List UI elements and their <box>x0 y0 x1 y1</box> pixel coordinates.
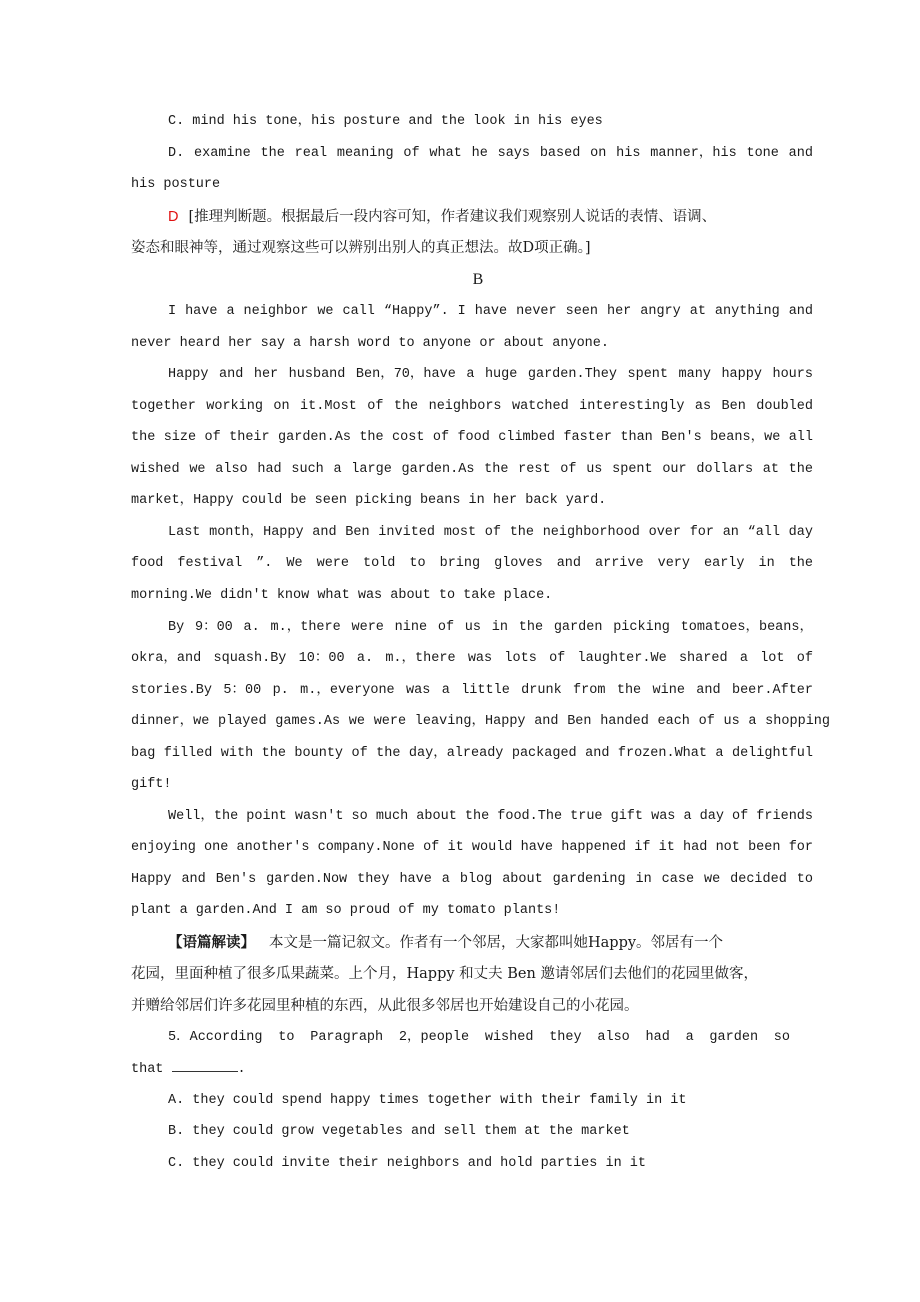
passage-line <box>131 458 813 482</box>
passage-line-text: I have a neighbor we call “Happy”. I have never seen her angry at anything and <box>168 304 813 319</box>
option-c: C. mind his tone，his posture and the look in his eyes <box>168 114 603 129</box>
option-d <box>168 142 813 166</box>
question-5-stem-continued <box>131 1057 813 1081</box>
passage-line <box>131 742 813 766</box>
passage-line <box>131 710 830 734</box>
passage-line <box>131 899 813 923</box>
passage-line <box>131 868 813 892</box>
passage-line <box>131 426 813 450</box>
explanation-text: [推理判断题。根据最后一段内容可知，作者建议我们观察别人说话的表情、语调、 <box>188 209 717 225</box>
analysis-line-3: 并赠给邻居们许多花园里种植的东西，从此很多邻居也开始建设自己的小花园。 <box>131 998 639 1014</box>
passage-line-text: Happy and her husband Ben，70，have a huge garden.They spent many happy hours <box>168 367 813 383</box>
passage-line-text: stories.By 5：00 p. m.，everyone was a little drunk from the wine and beer.After <box>131 682 813 698</box>
passage-line <box>168 616 813 640</box>
passage-line <box>131 647 813 671</box>
passage-line-text: the size of their garden.As the cost of food climbed faster than Ben's beans，we all <box>131 430 813 446</box>
passage-line-text: plant a garden.And I am so proud of my tomato plants! <box>131 903 561 919</box>
analysis-line <box>168 931 818 955</box>
stem-end: . <box>237 1062 246 1077</box>
option-c: C. they could invite their neighbors and hold parties in it <box>168 1156 646 1171</box>
passage-line <box>131 332 813 356</box>
option-b: B. they could grow vegetables and sell them at the market <box>168 1124 630 1139</box>
passage-line-text: Well，the point wasn't so much about the food.The true gift was a day of friends <box>168 808 813 824</box>
answer-blank <box>172 1057 238 1072</box>
passage-line-text: By 9：00 a. m.，there were nine of us in the garden picking tomatoes，beans， <box>168 619 813 635</box>
passage-line <box>131 773 813 797</box>
passage-line-text: gift! <box>131 777 172 793</box>
passage-line-text: Happy and Ben's garden.Now they have a blog about gardening in case we decided to <box>131 871 813 887</box>
analysis-line-2: 花园，里面种植了很多瓜果蔬菜。上个月，Happy 和丈夫 Ben 邀请邻居们去他们的花园里做客， <box>131 966 758 982</box>
passage-line-text: dinner，we played games.As we were leaving，Happy and Ben handed each of us a shopping <box>131 714 830 730</box>
passage-line <box>131 679 813 703</box>
stem-text: that <box>131 1062 164 1077</box>
answer-letter: D <box>168 209 179 225</box>
passage-line-text: wished we also had such a large garden.As the rest of us spent our dollars at the <box>131 461 813 477</box>
passage-line-text: never heard her say a harsh word to anyone or about anyone. <box>131 335 609 351</box>
analysis-text: 本文是一篇记叙文。作者有一个邻居，大家都叫她Happy。邻居有一个 <box>269 935 724 951</box>
analysis-tag: 【语篇解读】 <box>168 934 255 951</box>
answer-explanation-continued: 姿态和眼神等，通过观察这些可以辨别出别人的真正想法。故D项正确。] <box>131 240 591 256</box>
passage-line <box>168 363 813 387</box>
answer-explanation <box>168 205 818 229</box>
passage-line-text: morning.We didn't know what was about to take place. <box>131 587 553 603</box>
passage-line-text: market，Happy could be seen picking beans in her back yard. <box>131 493 607 509</box>
question-5-stem <box>168 1026 790 1050</box>
passage-line-text: enjoying one another's company.None of it would have happened if it had not been for <box>131 840 813 856</box>
passage-line <box>168 300 813 324</box>
passage-line <box>168 805 813 829</box>
passage-line-text: Last month，Happy and Ben invited most of the neighborhood over for an “all day <box>168 524 813 540</box>
passage-line <box>131 552 813 576</box>
passage-line <box>131 836 813 860</box>
section-title: B <box>472 271 484 288</box>
option-d-continued: his posture <box>131 177 221 192</box>
passage-line <box>131 395 813 419</box>
option-d-text: D. examine the real meaning of what he says based on his manner，his tone and <box>168 146 813 161</box>
passage-line-text: okra，and squash.By 10：00 a. m.，there was lots of laughter.We shared a lot of <box>131 651 813 667</box>
option-a: A. they could spend happy times together with their family in it <box>168 1093 687 1108</box>
passage-line <box>131 584 813 608</box>
passage-line-text: together working on it.Most of the neighbors watched interestingly as Ben doubled <box>131 398 813 414</box>
passage-line-text: food festival ”. We were told to bring gloves and arrive very early in the <box>131 556 813 572</box>
passage-line <box>168 521 813 545</box>
passage-line <box>131 489 813 513</box>
question-5-stem-text: 5．According to Paragraph 2，people wished they also had a garden so <box>168 1030 790 1045</box>
passage-line-text: bag filled with the bounty of the day，already packaged and frozen.What a delightful <box>131 745 813 761</box>
